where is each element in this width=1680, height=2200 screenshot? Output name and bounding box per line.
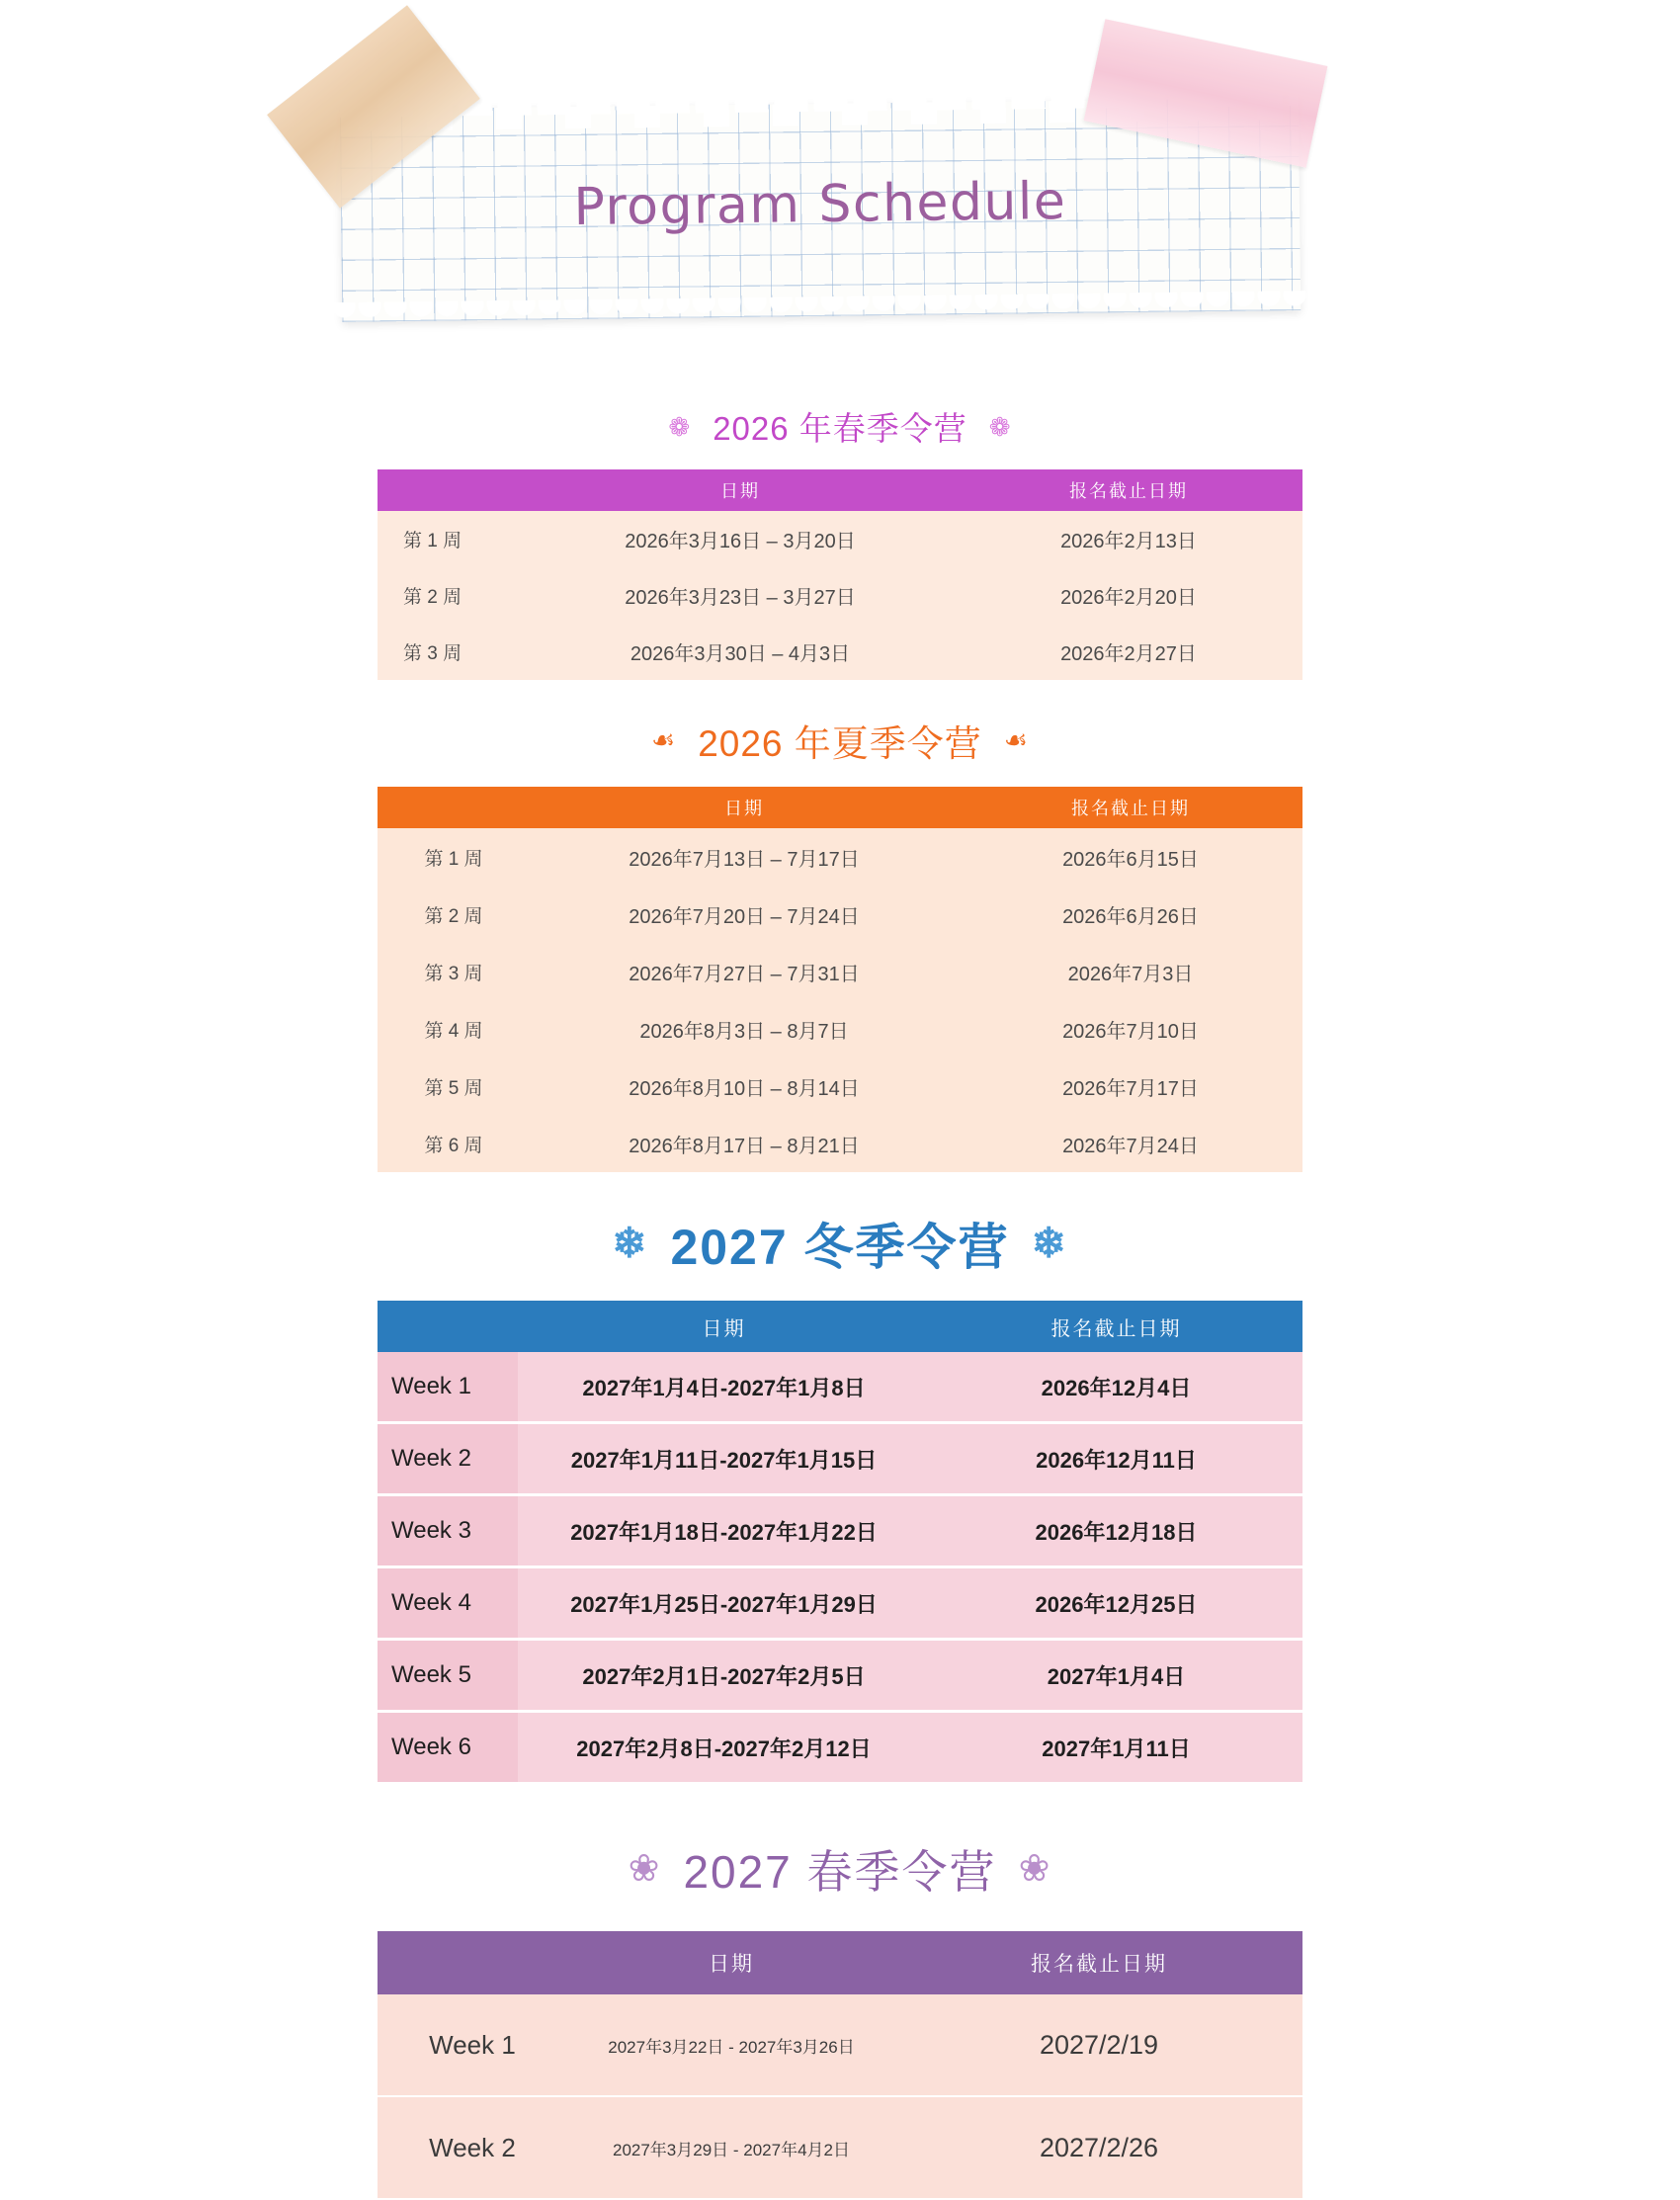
cell-date: 2026年7月13日 – 7月17日: [530, 828, 959, 886]
cell-deadline: 2027/2/19: [895, 1994, 1302, 2096]
table-header-row: [378, 1301, 1302, 1352]
cell-deadline: 2026年12月25日: [930, 1567, 1302, 1640]
table-row: [378, 624, 1302, 680]
cell-date: 2027年1月11日-2027年1月15日: [518, 1423, 930, 1495]
leaf-swirl-icon-left: ☙: [650, 724, 677, 755]
page-title: Program Schedule: [573, 171, 1067, 238]
cell-deadline: 2026年7月10日: [959, 1000, 1302, 1058]
cell-week: Week 5: [378, 1640, 518, 1712]
leaf-swirl-icon-right: ☙: [1003, 724, 1030, 755]
cell-week: 第 2 周: [378, 886, 530, 943]
snowflake-icon-left: ❄: [612, 1220, 649, 1266]
section-title-winter-2027: [0, 1208, 1680, 1279]
table-row: [378, 1640, 1302, 1712]
table-spring-2027: [378, 1931, 1302, 2200]
cell-date: 2026年3月23日 – 3月27日: [526, 567, 955, 624]
cell-week: 第 6 周: [378, 1115, 530, 1172]
column-header-deadline: 报名截止日期: [955, 469, 1302, 511]
cell-week: Week 3: [378, 1495, 518, 1567]
table-row: [378, 943, 1302, 1000]
cell-week: Week 1: [378, 1994, 567, 2096]
cell-week: 第 1 周: [378, 511, 526, 567]
cell-week: 第 2 周: [378, 567, 526, 624]
column-header-deadline: 报名截止日期: [959, 787, 1302, 828]
cell-deadline: 2026年7月24日: [959, 1115, 1302, 1172]
column-header-week: [378, 1301, 518, 1352]
cell-date: 2026年3月30日 – 4月3日: [526, 624, 955, 680]
section-winter-2027: [0, 1208, 1680, 1785]
table-row: [378, 886, 1302, 943]
cell-week: Week 2: [378, 2096, 567, 2199]
table-row: [378, 1000, 1302, 1058]
cell-week: Week 2: [378, 1423, 518, 1495]
cell-week: Week 1: [378, 1352, 518, 1423]
table-row: [378, 1712, 1302, 1784]
table-row: [378, 1352, 1302, 1423]
column-header-week: [378, 469, 526, 511]
table-row: [378, 2096, 1302, 2199]
cell-date: 2027年1月4日-2027年1月8日: [518, 1352, 930, 1423]
table-spring-2026: [378, 469, 1302, 680]
cell-date: 2027年2月8日-2027年2月12日: [518, 1712, 930, 1784]
cell-date: 2027年3月22日 - 2027年3月26日: [567, 1994, 895, 2096]
cell-date: 2027年1月25日-2027年1月29日: [518, 1567, 930, 1640]
table-header-row: [378, 469, 1302, 511]
cell-date: 2026年3月16日 – 3月20日: [526, 511, 955, 567]
section-title-spring-2027: [0, 1836, 1680, 1902]
table-header-row: [378, 1931, 1302, 1994]
section-spring-2026: [0, 403, 1680, 680]
section-heading-text: 2026 年春季令营: [713, 410, 967, 447]
section-summer-2026: [0, 714, 1680, 1172]
table-row: [378, 1058, 1302, 1115]
flower-icon-left: ❀: [628, 1848, 662, 1890]
cell-date: 2027年2月1日-2027年2月5日: [518, 1640, 930, 1712]
cell-date: 2027年1月18日-2027年1月22日: [518, 1495, 930, 1567]
table-winter-2027: [378, 1301, 1302, 1785]
cell-date: 2026年8月17日 – 8月21日: [530, 1115, 959, 1172]
cell-date: 2027年3月29日 - 2027年4月2日: [567, 2096, 895, 2199]
cell-date: 2026年7月20日 – 7月24日: [530, 886, 959, 943]
snowflake-icon-right: ❄: [1031, 1220, 1068, 1266]
section-heading-text: 2026 年夏季令营: [698, 723, 982, 764]
column-header-deadline: 报名截止日期: [895, 1931, 1302, 1994]
cell-week: 第 5 周: [378, 1058, 530, 1115]
column-header-date: 日期: [530, 787, 959, 828]
cell-date: 2026年7月27日 – 7月31日: [530, 943, 959, 1000]
cell-deadline: 2026年12月4日: [930, 1352, 1302, 1423]
cell-week: 第 4 周: [378, 1000, 530, 1058]
table-row: [378, 511, 1302, 567]
column-header-date: 日期: [526, 469, 955, 511]
section-title-spring-2026: [0, 403, 1680, 450]
cell-date: 2026年8月3日 – 8月7日: [530, 1000, 959, 1058]
cell-deadline: 2026年2月20日: [955, 567, 1302, 624]
cell-deadline: 2026年6月15日: [959, 828, 1302, 886]
cell-deadline: 2027/2/26: [895, 2096, 1302, 2199]
section-heading-text: 2027 春季令营: [683, 1846, 997, 1898]
cell-week: Week 4: [378, 1567, 518, 1640]
cell-week: 第 1 周: [378, 828, 530, 886]
table-row: [378, 1115, 1302, 1172]
paper-bottom-tear: [332, 291, 1310, 336]
cell-deadline: 2026年12月11日: [930, 1423, 1302, 1495]
cell-week: 第 3 周: [378, 624, 526, 680]
column-header-date: 日期: [567, 1931, 895, 1994]
cell-deadline: 2026年2月27日: [955, 624, 1302, 680]
table-row: [378, 1423, 1302, 1495]
flower-icon-left: ❁: [668, 411, 692, 442]
cell-deadline: 2026年7月17日: [959, 1058, 1302, 1115]
section-spring-2027: [0, 1836, 1680, 2200]
column-header-week: [378, 787, 530, 828]
table-row: [378, 1994, 1302, 2096]
table-row: [378, 828, 1302, 886]
cell-deadline: 2026年7月3日: [959, 943, 1302, 1000]
section-heading-text: 2027 冬季令营: [670, 1220, 1010, 1275]
flower-icon-right: ❁: [988, 411, 1012, 442]
flower-icon-right: ❀: [1018, 1848, 1052, 1890]
table-row: [378, 567, 1302, 624]
cell-deadline: 2027年1月11日: [930, 1712, 1302, 1784]
cell-deadline: 2026年6月26日: [959, 886, 1302, 943]
table-summer-2026: [378, 787, 1302, 1172]
table-row: [378, 1495, 1302, 1567]
column-header-date: 日期: [518, 1301, 930, 1352]
cell-week: 第 3 周: [378, 943, 530, 1000]
column-header-deadline: 报名截止日期: [930, 1301, 1302, 1352]
section-title-summer-2026: [0, 714, 1680, 767]
cell-deadline: 2027年1月4日: [930, 1640, 1302, 1712]
header-banner: [0, 0, 1680, 376]
cell-date: 2026年8月10日 – 8月14日: [530, 1058, 959, 1115]
column-header-week: [378, 1931, 567, 1994]
cell-deadline: 2026年12月18日: [930, 1495, 1302, 1567]
table-row: [378, 1567, 1302, 1640]
cell-deadline: 2026年2月13日: [955, 511, 1302, 567]
table-header-row: [378, 787, 1302, 828]
cell-week: Week 6: [378, 1712, 518, 1784]
